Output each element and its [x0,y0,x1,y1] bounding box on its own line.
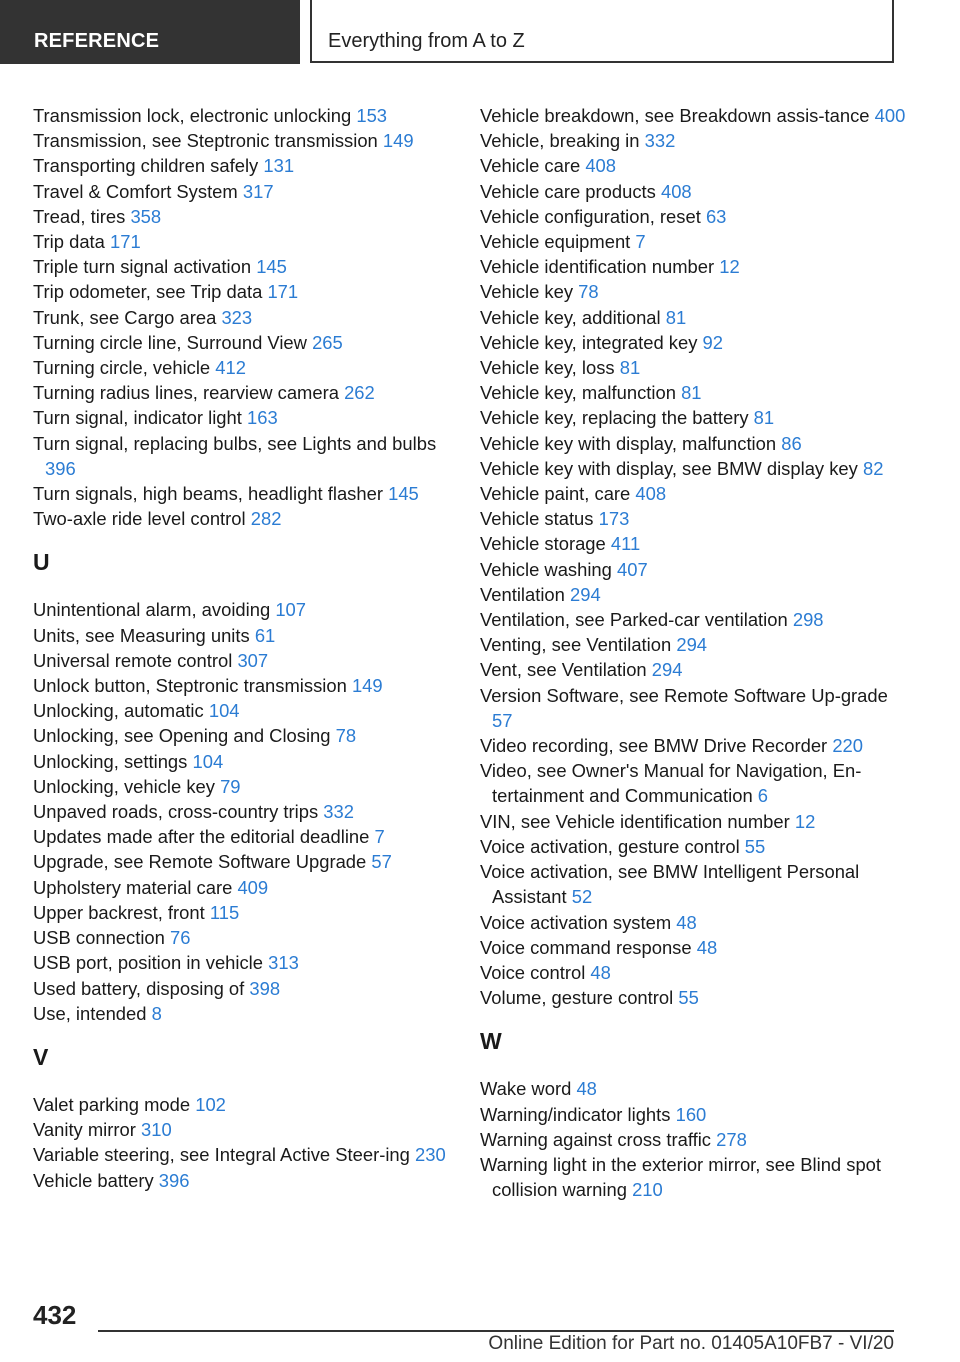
index-entry-text: Warning/indicator lights [480,1103,671,1125]
index-entry [480,607,910,632]
index-entry-text: Triple turn signal activation [33,256,252,278]
index-page-link[interactable]: 48 [590,961,611,983]
index-page-link[interactable]: 173 [598,508,630,530]
index-entry [33,254,453,279]
index-letter-heading: V [33,1043,49,1070]
index-entry-text: Vehicle washing [480,558,612,580]
index-entry [480,960,910,985]
index-entry-text: Vehicle breakdown, see Breakdown assis-tance [480,105,870,126]
index-page-link[interactable]: 104 [192,750,224,772]
index-entry [33,355,453,380]
index-entry [480,229,910,254]
index-page-link[interactable]: 61 [254,624,276,646]
index-letter-heading: W [480,1028,502,1055]
index-column-right [480,103,910,1202]
index-entry [33,1142,453,1167]
index-entry-text: Vehicle key, replacing the battery [480,407,749,429]
index-page-link[interactable]: 398 [249,977,281,999]
index-entry-text: Vehicle key, integrated key [480,331,698,353]
index-entry-text: Vehicle identification number [480,256,715,278]
index-entry [33,279,453,304]
index-entry-text: Use, intended [33,1002,147,1024]
index-entry [480,834,910,859]
index-page-link[interactable]: 115 [209,901,240,923]
header-chapter-tab [310,0,894,63]
index-page-link[interactable]: 7 [374,826,385,848]
index-entry-text: Warning light in the exterior mirror, see Blind spot collision warning [480,1153,882,1201]
index-entry [480,431,910,456]
index-entry [480,405,910,430]
index-entry [33,153,453,178]
index-page-link[interactable]: 81 [753,407,775,429]
index-entry-text: Upper backrest, front [33,901,205,923]
index-entry [33,1092,453,1117]
index-page-link[interactable]: 104 [208,700,240,722]
index-page-link[interactable]: 396 [158,1169,190,1191]
index-page-link[interactable]: 400 [874,105,906,126]
index-page-link[interactable]: 310 [141,1119,172,1141]
index-page-link[interactable]: 294 [570,583,601,605]
index-entry-text: Two-axle ride level control [33,508,246,530]
index-entry-text: Vehicle key, malfunction [480,382,676,404]
index-page-link[interactable]: 63 [705,205,727,227]
index-column-left [33,103,453,1193]
index-entry-text: Upholstery material care [33,876,233,898]
index-entry-text: Turn signal, replacing bulbs, see Lights and bulbs [33,432,437,454]
index-letter-heading: U [33,549,50,576]
index-entry [33,648,453,673]
index-page-link[interactable]: 48 [696,936,718,958]
index-page-link[interactable]: 81 [681,382,702,404]
index-entry-text: Unlocking, settings [33,750,188,772]
index-entry-text: Voice control [480,961,586,983]
index-entry [33,597,453,622]
index-entry-text: Vehicle storage [480,533,606,555]
index-entry-text: Trip data [33,231,105,253]
index-page-link[interactable]: 79 [220,775,241,797]
index-page-link[interactable]: 278 [716,1128,747,1150]
index-entry-text: Unpaved roads, cross-country trips [33,801,319,823]
index-entry [33,976,453,1001]
index-entry-text: Vehicle key with display, see BMW display key [480,457,858,479]
index-page-link[interactable]: 358 [130,205,162,227]
index-entry [33,305,453,330]
index-entry-text: Turning circle line, Surround View [33,331,307,353]
index-entry [480,330,910,355]
index-page-link[interactable]: 163 [247,407,278,429]
index-entry-text: Trip odometer, see Trip data [33,281,263,303]
index-page-link[interactable]: 57 [492,709,513,731]
index-entry-text: Vehicle key [480,281,574,303]
index-entry-text: Units, see Measuring units [33,624,250,646]
index-page-link[interactable]: 317 [242,180,274,202]
index-page-link[interactable]: 48 [676,911,697,933]
header-section-tab [0,0,300,64]
index-entry-text: Vanity mirror [33,1119,136,1141]
index-page-link[interactable]: 102 [195,1093,226,1115]
index-page-link[interactable]: 52 [571,886,593,908]
index-entry-text: Vehicle status [480,508,594,530]
index-entry [33,103,453,128]
index-page-link[interactable]: 230 [415,1144,446,1166]
index-entry-text: Vehicle, breaking in [480,130,640,152]
index-page-link[interactable]: 171 [267,281,299,303]
index-entry-text: Unlocking, automatic [33,700,204,722]
index-entry [33,330,453,355]
index-page-link[interactable]: 396 [45,457,76,479]
index-entry-text: Turn signals, high beams, headlight flasher [33,483,383,505]
index-entry [480,985,910,1010]
index-entry [33,204,453,229]
index-entry-text: Trunk, see Cargo area [33,306,217,328]
index-entry-text: Vent, see Ventilation [480,659,647,681]
index-entry [480,859,910,909]
index-entry [33,431,453,481]
index-page-link[interactable]: 298 [792,609,824,631]
index-entry-text: Version Software, see Remote Software Up-grade [480,684,888,706]
index-entry-text: Unlocking, vehicle key [33,775,215,797]
index-page-link[interactable]: 210 [632,1179,663,1201]
index-page-link[interactable]: 149 [382,130,414,152]
index-entry [33,481,453,506]
index-entry-text: Turn signal, indicator light [33,407,242,429]
index-page-link[interactable]: 86 [781,432,802,454]
index-page-link[interactable]: 407 [617,558,648,580]
index-page-link[interactable]: 153 [356,105,388,126]
index-page-link[interactable]: 82 [862,457,884,479]
index-entry-text: Transmission lock, electronic unlocking [33,105,352,126]
index-entry-text: Wake word [480,1078,572,1100]
index-entry-text: Transmission, see Steptronic transmission [33,130,378,152]
index-page-link[interactable]: 107 [275,599,306,621]
index-page-link[interactable]: 81 [619,357,641,379]
index-entry-text: Transporting children safely [33,155,259,177]
index-page-link[interactable]: 220 [832,735,863,757]
index-entry-text: Travel & Comfort System [33,180,238,202]
index-entry [33,698,453,723]
index-page-link[interactable]: 149 [351,675,383,697]
index-entry [33,673,453,698]
index-page-link[interactable]: 78 [578,281,599,303]
index-entry [33,1001,453,1026]
index-entry-text: Valet parking mode [33,1093,191,1115]
index-page-link[interactable]: 409 [237,876,269,898]
index-page-link[interactable]: 48 [576,1078,597,1100]
index-entry [480,103,910,128]
index-entry-text: Updates made after the editorial deadline [33,826,370,848]
index-page-link[interactable]: 408 [660,180,692,202]
index-page-link[interactable]: 332 [323,801,354,823]
index-page-link[interactable]: 408 [635,483,667,505]
index-entry [480,557,910,582]
index-entry [33,925,453,950]
index-entry [33,405,453,430]
index-page-link[interactable]: 323 [221,306,253,328]
index-page-link[interactable]: 12 [719,256,740,278]
index-page-link[interactable]: 294 [676,634,708,656]
index-entry [33,380,453,405]
index-entry-text: Vehicle paint, care [480,483,631,505]
index-entry-text: Ventilation [480,583,565,605]
index-entry-text: USB port, position in vehicle [33,952,263,974]
index-entry [480,683,910,733]
index-page-link[interactable]: 81 [665,306,687,328]
index-entry-text: Upgrade, see Remote Software Upgrade [33,851,367,873]
index-entry-text: Warning against cross traffic [480,1128,711,1150]
index-entry [33,1168,453,1193]
index-page-link[interactable]: 145 [388,483,419,505]
index-entry [480,1102,910,1127]
index-entry-text: Vehicle key with display, malfunction [480,432,777,454]
index-page-link[interactable]: 76 [170,927,191,949]
index-entry-text: Video, see Owner's Manual for Navigation, En-tertainment and Communication [480,760,862,807]
index-entry [33,179,453,204]
index-entry [33,799,453,824]
index-page-link[interactable]: 8 [151,1002,162,1024]
index-entry-text: Vehicle configuration, reset [480,205,701,227]
index-entry [480,355,910,380]
index-page-link[interactable]: 92 [702,331,724,353]
index-page-link[interactable]: 408 [585,155,616,177]
index-page-link[interactable]: 171 [110,231,141,253]
index-page-link[interactable]: 262 [344,382,375,404]
index-entry [480,456,910,481]
index-page-link[interactable]: 332 [644,130,676,152]
index-page-link[interactable]: 6 [757,785,769,807]
index-entry [33,229,453,254]
index-entry [480,1127,910,1152]
index-entry [480,506,910,531]
index-page-link[interactable]: 55 [678,987,699,1009]
index-entry-text: USB connection [33,927,165,949]
index-entry [33,824,453,849]
index-entry [480,254,910,279]
index-entry [480,910,910,935]
index-entry [33,623,453,648]
index-page-link[interactable]: 160 [675,1103,707,1125]
index-entry [480,1076,910,1101]
index-entry-text: Venting, see Ventilation [480,634,672,656]
index-entry [480,935,910,960]
index-entry [480,179,910,204]
index-entry [480,531,910,556]
index-entry-text: Voice command response [480,936,692,958]
index-page-link[interactable]: 412 [215,357,246,379]
index-page-link[interactable]: 57 [371,851,392,873]
page-number: 432 [33,1300,77,1330]
index-page-link[interactable]: 131 [263,155,295,177]
index-entry-text: Volume, gesture control [480,987,674,1009]
index-entry [480,481,910,506]
index-entry [33,128,453,153]
index-page-link[interactable]: 78 [335,725,357,747]
index-entry [480,305,910,330]
index-entry [480,153,910,178]
index-page-link[interactable]: 55 [744,835,766,857]
footer-edition: Online Edition for Part no. 01405A10FB7 - VI/20 [488,1333,894,1354]
index-entry-text: Vehicle key, additional [480,306,661,328]
index-entry [480,204,910,229]
index-entry [480,758,910,808]
chapter-title: Everything from A to Z [328,30,525,52]
index-entry [480,582,910,607]
index-entry-text: Vehicle key, loss [480,357,615,379]
index-entry-text: Tread, tires [33,205,126,227]
index-entry-text: Voice activation system [480,911,672,933]
index-entry [33,849,453,874]
index-entry-text: Video recording, see BMW Drive Recorder [480,735,828,757]
index-entry-text: VIN, see Vehicle identification number [480,810,790,832]
index-entry-text: Unlocking, see Opening and Closing [33,725,331,747]
index-entry [480,809,910,834]
index-entry-text: Vehicle care [480,155,581,177]
index-entry [33,723,453,748]
index-entry [33,875,453,900]
index-entry-text: Used battery, disposing of [33,977,245,999]
index-entry [480,657,910,682]
index-entry [33,774,453,799]
index-entry-text: Vehicle equipment [480,231,631,253]
index-page-link[interactable]: 411 [610,533,641,555]
index-entry [33,950,453,975]
index-entry-text: Turning circle, vehicle [33,357,211,379]
index-entry-text: Turning radius lines, rearview camera [33,382,339,404]
index-entry-text: Unintentional alarm, avoiding [33,599,271,621]
index-entry-text: Voice activation, see BMW Intelligent Personal Assistant [480,861,860,908]
index-page-link[interactable]: 7 [635,231,646,253]
index-entry-text: Universal remote control [33,649,233,671]
index-entry-text: Voice activation, gesture control [480,835,740,857]
section-title: REFERENCE [34,30,160,52]
index-entry-text: Vehicle battery [33,1169,154,1191]
index-entry [480,1152,910,1202]
index-entry [480,632,910,657]
index-page-link[interactable]: 294 [651,659,683,681]
index-page-link[interactable]: 12 [794,810,816,832]
index-page-link[interactable]: 313 [268,952,299,974]
index-entry-text: Ventilation, see Parked-car ventilation [480,609,788,631]
index-entry [480,733,910,758]
index-entry-text: Variable steering, see Integral Active Steer-ing [33,1144,410,1166]
index-entry-text: Vehicle care products [480,180,656,202]
index-entry [480,380,910,405]
index-entry [480,128,910,153]
index-entry [33,900,453,925]
index-entry [480,279,910,304]
index-page-link[interactable]: 265 [312,331,343,353]
index-entry-text: Unlock button, Steptronic transmission [33,675,347,697]
index-entry [33,749,453,774]
index-page-link[interactable]: 282 [250,508,282,530]
index-entry [33,506,453,531]
index-entry [33,1117,453,1142]
index-page-link[interactable]: 307 [237,649,269,671]
index-page-link[interactable]: 145 [256,256,287,278]
footer-divider [98,1330,894,1332]
